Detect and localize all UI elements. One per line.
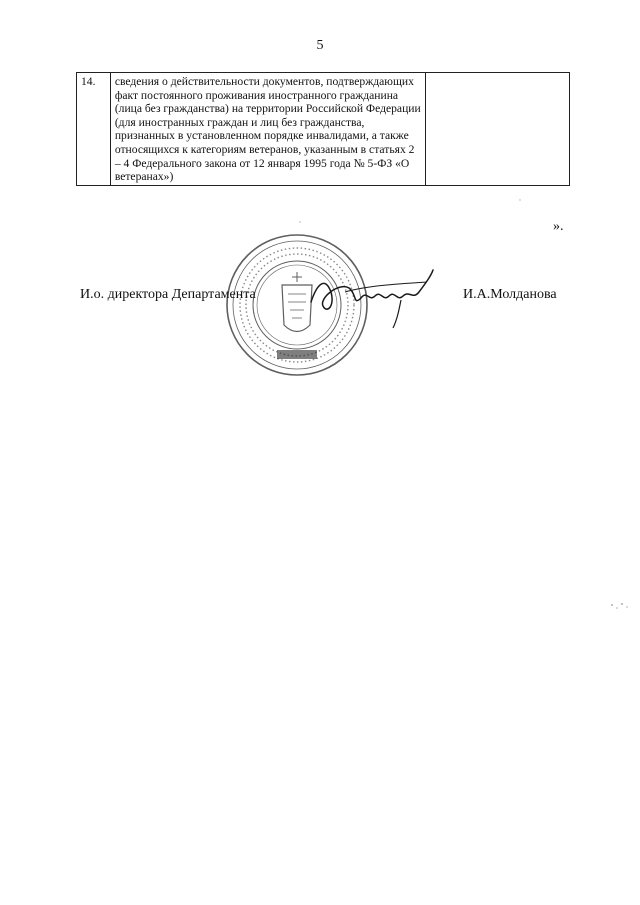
row-number-cell: 14. — [77, 73, 111, 186]
page-number: 5 — [316, 38, 324, 53]
signatory-name: И.А.Молданова — [463, 287, 557, 302]
document-table — [76, 72, 570, 186]
closing-quote: ». — [553, 219, 564, 234]
handwritten-signature — [305, 262, 440, 332]
table-row — [77, 73, 570, 186]
row-empty-cell — [426, 73, 570, 186]
signatory-title: И.о. директора Департамента — [80, 287, 256, 302]
row-text-cell: сведения о действительности документов, подтверждающих факт постоянного проживания иностранного гражданина (лица без гражданства) на территории Российской Федерации (для иностранных граждан и лиц без гражданства, признанных в установленном порядке инвалидами, а также относящихся к категориям ветеранов, указанным в статьях 2 – 4 Федерального закона от 12 января 1995 года № 5-ФЗ «О ветеранах») — [110, 73, 426, 186]
